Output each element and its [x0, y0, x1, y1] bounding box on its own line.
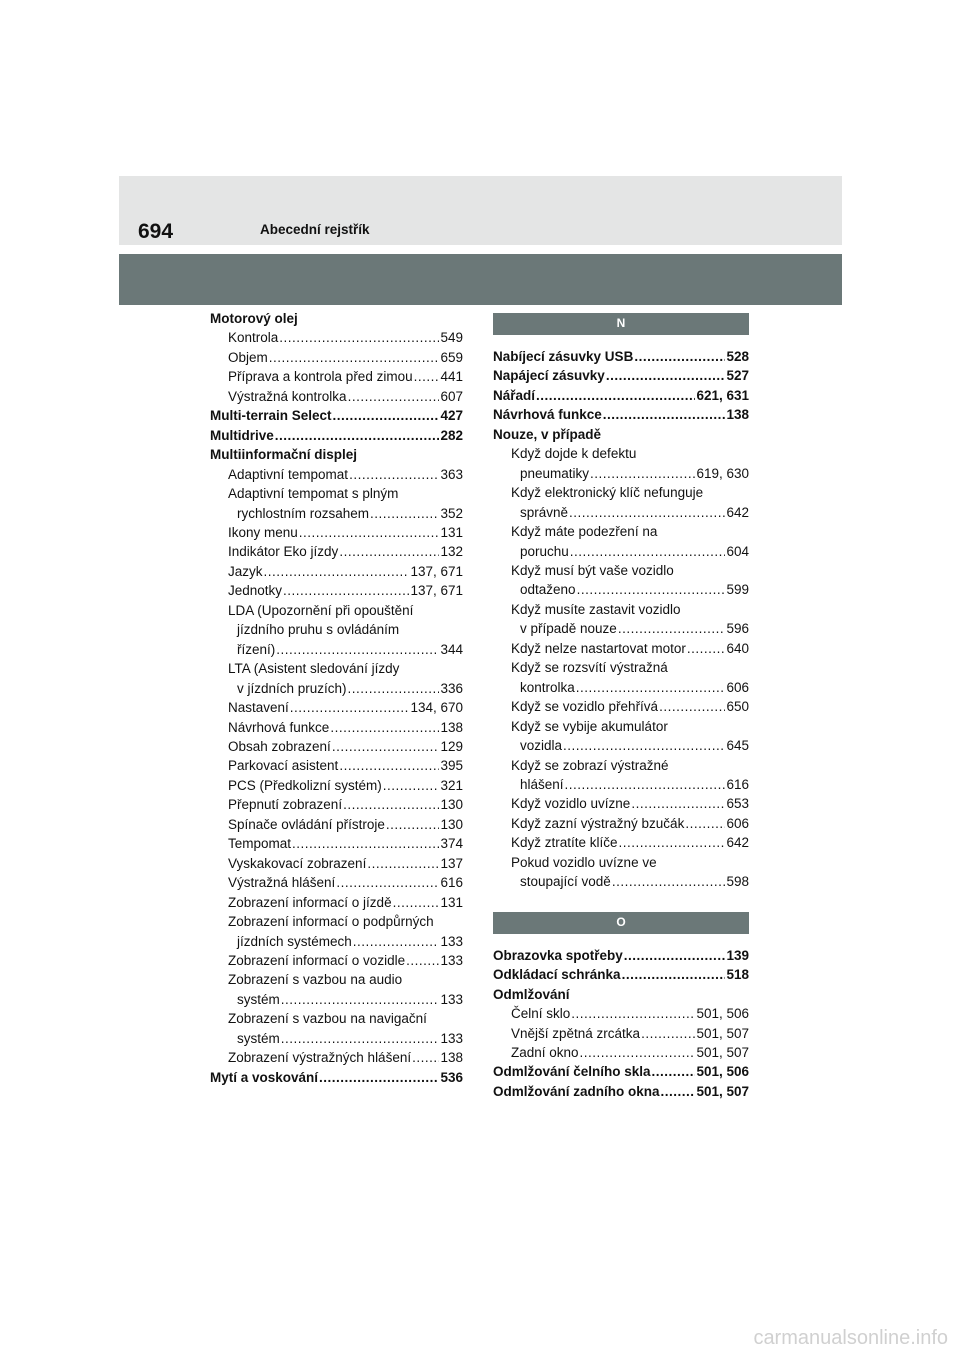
entry-term: Jednotky [228, 583, 283, 599]
dot-leader [563, 736, 725, 755]
entry-term: Zobrazení informací o jízdě [228, 894, 392, 910]
header-band [119, 254, 842, 305]
entry-page: 536 [440, 1069, 463, 1085]
entry-term: v případě nouze [520, 621, 617, 637]
entry-page: 640 [726, 640, 749, 656]
entry-page: 501, 507 [696, 1083, 749, 1099]
entry-term: Multidrive [210, 427, 274, 443]
index-entry [493, 872, 749, 891]
entry-page: 501, 507 [696, 1025, 749, 1041]
entry-page: 527 [726, 368, 749, 384]
index-entry [210, 756, 463, 775]
index-entry [210, 718, 463, 737]
entry-term: odtaženo [520, 582, 576, 598]
index-entry [493, 366, 749, 385]
dot-leader [332, 737, 440, 756]
index-entry [210, 640, 463, 659]
entry-term: PCS (Předkolizní systém) [228, 777, 382, 793]
entry-term: poruchu [520, 543, 569, 559]
index-entry [493, 464, 749, 483]
entry-page: 653 [726, 796, 749, 812]
entry-term: Čelní sklo [511, 1006, 571, 1022]
entry-page: 138 [440, 1050, 463, 1066]
section-header-o: O [493, 912, 749, 934]
entry-term: Spínače ovládání přístroje [228, 816, 385, 832]
index-entry: Když se vybije akumulátor [511, 718, 668, 734]
index-entry [493, 639, 749, 658]
entry-term: Příprava a kontrola před zimou [228, 369, 413, 385]
dot-leader [631, 794, 725, 813]
entry-page: 336 [440, 680, 463, 696]
index-entry [210, 698, 463, 717]
dot-leader [570, 542, 726, 561]
dot-leader [606, 366, 726, 385]
dot-leader [393, 893, 440, 912]
index-entry: Když máte podezření na [511, 524, 658, 540]
index-entry [493, 503, 749, 522]
entry-term: Parkovací asistent [228, 758, 339, 774]
dot-leader [414, 367, 440, 386]
entry-term: v jízdních pruzích) [237, 680, 347, 696]
entry-term: Multi-terrain Select [210, 408, 332, 424]
entry-page: 642 [726, 504, 749, 520]
index-entry [210, 542, 463, 561]
entry-page: 137, 671 [410, 563, 463, 579]
dot-leader [612, 872, 726, 891]
index-entry: Zobrazení informací o podpůrných [228, 914, 434, 930]
index-entry [493, 386, 749, 405]
dot-leader [576, 678, 726, 697]
index-entry [210, 328, 463, 347]
index-entry [493, 619, 749, 638]
entry-term: Když zazní výstražný bzučák [511, 815, 685, 831]
entry-term: Indikátor Eko jízdy [228, 544, 339, 560]
entry-page: 137, 671 [410, 583, 463, 599]
dot-leader [565, 775, 726, 794]
entry-term: Zobrazení informací o vozidle [228, 952, 406, 968]
index-entry [493, 347, 749, 366]
index-entry [210, 465, 463, 484]
dot-leader [339, 756, 439, 775]
index-entry [493, 542, 749, 561]
index-entry: Když musí být vaše vozidlo [511, 562, 674, 578]
dot-leader [333, 406, 440, 425]
index-entry [493, 580, 749, 599]
dot-leader [634, 347, 725, 366]
entry-page: 596 [726, 621, 749, 637]
index-entry [210, 523, 463, 542]
entry-page: 344 [440, 641, 463, 657]
entry-page: 621, 631 [696, 387, 749, 403]
index-entry [493, 794, 749, 813]
index-column-right [493, 313, 749, 1101]
index-entry [210, 795, 463, 814]
entry-page: 607 [440, 388, 463, 404]
entry-term: Když ztratíte klíče [511, 835, 618, 851]
entry-page: 282 [440, 427, 463, 443]
entry-page: 130 [440, 797, 463, 813]
entry-term: Kontrola [228, 330, 279, 346]
dot-leader [343, 795, 439, 814]
index-entry: Když dojde k defektu [511, 446, 637, 462]
dot-leader [283, 581, 409, 600]
dot-leader [619, 833, 726, 852]
entry-page: 518 [726, 967, 749, 983]
index-entry: jízdního pruhu s ovládáním [237, 622, 400, 638]
dot-leader [330, 718, 439, 737]
dot-leader [661, 1082, 696, 1101]
dot-leader [279, 328, 439, 347]
entry-page: 352 [440, 505, 463, 521]
entry-term: stoupající vodě [520, 874, 611, 890]
entry-page: 395 [440, 758, 463, 774]
dot-leader [685, 814, 725, 833]
entry-term: Objem [228, 349, 268, 365]
index-entry [210, 1048, 463, 1067]
entry-page: 133 [440, 1030, 463, 1046]
entry-term: Vyskakovací zobrazení [228, 855, 367, 871]
dot-leader [622, 965, 726, 984]
index-entry [210, 367, 463, 386]
entry-page: 659 [440, 349, 463, 365]
dot-leader [319, 1068, 439, 1087]
page-header [119, 176, 842, 245]
dot-leader [603, 405, 726, 424]
index-entry [493, 1024, 749, 1043]
entry-term: Když se vozidlo přehřívá [511, 699, 659, 715]
entry-term: Odmlžování zadního okna [493, 1083, 660, 1099]
dot-leader [580, 1043, 696, 1062]
dot-leader [536, 386, 695, 405]
entry-page: 501, 506 [696, 1064, 749, 1080]
entry-term: systém [237, 991, 280, 1007]
entry-page: 501, 506 [696, 1006, 749, 1022]
index-entry [493, 405, 749, 424]
entry-term: rychlostním rozsahem [237, 505, 370, 521]
entry-page: 642 [726, 835, 749, 851]
dot-leader [290, 698, 410, 717]
entry-page: 134, 670 [410, 700, 463, 716]
index-entry: Zobrazení s vazbou na navigační [228, 1011, 427, 1027]
dot-leader [348, 679, 440, 698]
index-entry [493, 1082, 749, 1101]
dot-leader [269, 348, 440, 367]
entry-page: 606 [726, 815, 749, 831]
entry-page: 645 [726, 738, 749, 754]
entry-term: Když nelze nastartovat motor [511, 640, 686, 656]
index-entry [210, 679, 463, 698]
index-entry [210, 406, 463, 425]
index-entry [210, 504, 463, 523]
index-entry [493, 775, 749, 794]
dot-leader [406, 951, 439, 970]
dot-leader [336, 873, 439, 892]
index-entry [210, 737, 463, 756]
index-entry: Multiinformační displej [210, 447, 358, 463]
entry-term: Přepnutí zobrazení [228, 797, 343, 813]
entry-page: 501, 507 [696, 1044, 749, 1060]
entry-page: 427 [440, 408, 463, 424]
dot-leader [618, 619, 726, 638]
entry-term: správně [520, 504, 569, 520]
index-entry: Zobrazení s vazbou na audio [228, 972, 403, 988]
index-entry [493, 833, 749, 852]
section-header-n: N [493, 313, 749, 335]
index-entry [210, 426, 463, 445]
index-entry [210, 348, 463, 367]
index-entry [493, 965, 749, 984]
entry-term: Návrhová funkce [493, 407, 602, 423]
entry-page: 138 [726, 407, 749, 423]
entry-page: 138 [440, 719, 463, 735]
index-entry: LTA (Asistent sledování jízdy [228, 661, 400, 677]
entry-page: 616 [726, 776, 749, 792]
dot-leader [281, 1029, 440, 1048]
page-number: 694 [138, 220, 174, 243]
entry-page: 129 [440, 738, 463, 754]
entry-term: Výstražná hlášení [228, 875, 336, 891]
entry-page: 321 [440, 777, 463, 793]
entry-term: Vnější zpětná zrcátka [511, 1025, 641, 1041]
entry-term: Adaptivní tempomat [228, 466, 349, 482]
running-title: Abecední rejstřík [260, 222, 370, 237]
index-entry: LDA (Upozornění při opouštění [228, 602, 414, 618]
dot-leader [386, 815, 440, 834]
dot-leader [299, 523, 440, 542]
entry-term: Odkládací schránka [493, 967, 621, 983]
entry-page: 133 [440, 991, 463, 1007]
dot-leader [353, 932, 440, 951]
watermark: carmanualsonline.info [753, 1327, 948, 1349]
index-entry [210, 834, 463, 853]
entry-page: 133 [440, 952, 463, 968]
entry-term: Obsah zobrazení [228, 738, 331, 754]
dot-leader [281, 990, 440, 1009]
dot-leader [652, 1062, 696, 1081]
dot-leader [590, 464, 695, 483]
entry-term: Nabíjecí zásuvky USB [493, 349, 634, 364]
entry-page: 549 [440, 330, 463, 346]
entry-term: Když vozidlo uvízne [511, 796, 631, 812]
entry-term: Jazyk [228, 563, 263, 579]
dot-leader [275, 426, 440, 445]
entry-term: pneumatiky [520, 465, 590, 481]
entry-term: Zadní okno [511, 1044, 579, 1060]
dot-leader [349, 465, 439, 484]
entry-term: hlášení [520, 776, 564, 792]
entry-page: 599 [726, 582, 749, 598]
entry-page: 528 [726, 349, 749, 364]
entry-term: Mytí a voskování [210, 1069, 319, 1085]
entry-term: Obrazovka spotřeby [493, 947, 623, 963]
dot-leader [370, 504, 439, 523]
entry-page: 374 [440, 836, 463, 852]
entry-page: 650 [726, 699, 749, 715]
index-entry [210, 581, 463, 600]
entry-page: 131 [440, 524, 463, 540]
entry-term: Zobrazení výstražných hlášení [228, 1050, 412, 1066]
entry-term: jízdních systémech [237, 933, 352, 949]
dot-leader [292, 834, 439, 853]
index-entry [493, 697, 749, 716]
entry-page: 132 [440, 544, 463, 560]
entry-page: 441 [440, 369, 463, 385]
dot-leader [577, 580, 726, 599]
index-entry [493, 736, 749, 755]
entry-term: Ikony menu [228, 524, 298, 540]
index-entry: Adaptivní tempomat s plným [228, 486, 399, 502]
entry-term: řízení) [237, 641, 276, 657]
index-entry: Když elektronický klíč nefunguje [511, 485, 704, 501]
entry-page: 363 [440, 466, 463, 482]
entry-term: Tempomat [228, 836, 292, 852]
entry-term: vozidla [520, 738, 563, 754]
index-entry: Když se rozsvítí výstražná [511, 660, 668, 676]
entry-page: 616 [440, 875, 463, 891]
dot-leader [383, 776, 440, 795]
entry-page: 133 [440, 933, 463, 949]
index-entry [493, 1043, 749, 1062]
dot-leader [367, 854, 439, 873]
index-entry [210, 776, 463, 795]
index-entry [210, 873, 463, 892]
dot-leader [569, 503, 725, 522]
index-entry: Když musíte zastavit vozidlo [511, 601, 681, 617]
index-entry [493, 678, 749, 697]
index-entry [493, 946, 749, 965]
index-column-left [210, 309, 463, 1087]
entry-page: 604 [726, 543, 749, 559]
entry-term: Nářadí [493, 387, 536, 403]
index-entry [210, 1068, 463, 1087]
dot-leader [348, 387, 440, 406]
index-entry: Odmlžování [493, 986, 570, 1002]
entry-term: Odmlžování čelního skla [493, 1064, 651, 1080]
index-entry: Nouze, v případě [493, 426, 602, 442]
entry-page: 130 [440, 816, 463, 832]
index-entry [210, 387, 463, 406]
entry-term: kontrolka [520, 679, 575, 695]
entry-page: 606 [726, 679, 749, 695]
index-entry: Když se zobrazí výstražné [511, 757, 669, 773]
entry-page: 619, 630 [696, 465, 749, 481]
entry-term: Nastavení [228, 700, 289, 716]
index-entry [210, 815, 463, 834]
entry-page: 598 [726, 874, 749, 890]
dot-leader [339, 542, 439, 561]
index-entry [210, 854, 463, 873]
dot-leader [624, 946, 726, 965]
index-entry: Pokud vozidlo uvízne ve [511, 854, 657, 870]
entry-term: systém [237, 1030, 280, 1046]
dot-leader [412, 1048, 439, 1067]
entry-page: 131 [440, 894, 463, 910]
dot-leader [687, 639, 726, 658]
dot-leader [264, 562, 410, 581]
entry-term: Napájecí zásuvky [493, 368, 605, 384]
index-entry [493, 814, 749, 833]
dot-leader [641, 1024, 695, 1043]
index-entry: Motorový olej [210, 311, 298, 326]
index-entry [210, 951, 463, 970]
index-entry [493, 1062, 749, 1081]
dot-leader [659, 697, 725, 716]
dot-leader [276, 640, 439, 659]
index-entry [210, 990, 463, 1009]
entry-term: Návrhová funkce [228, 719, 330, 735]
entry-page: 139 [726, 947, 749, 963]
entry-term: Výstražná kontrolka [228, 388, 347, 404]
index-entry [210, 932, 463, 951]
index-entry [493, 1004, 749, 1023]
dot-leader [571, 1004, 695, 1023]
index-entry [210, 893, 463, 912]
entry-page: 137 [440, 855, 463, 871]
index-entry [210, 562, 463, 581]
index-entry [210, 1029, 463, 1048]
